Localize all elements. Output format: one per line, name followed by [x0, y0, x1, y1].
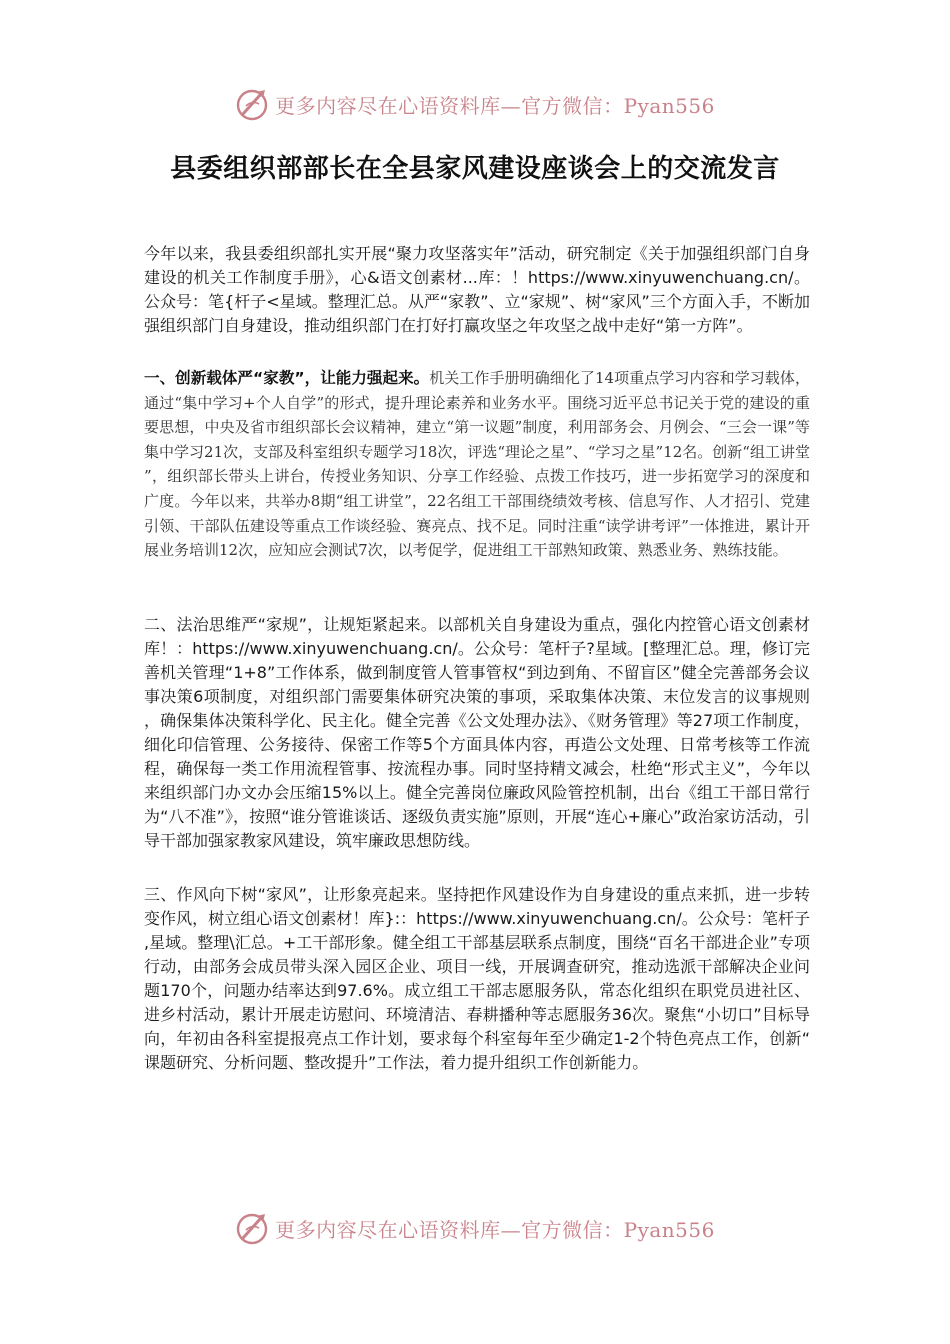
section-1-paragraph	[144, 366, 810, 613]
intro-paragraph: 今年以来，我县委组织部扎实开展“聚力攻坚落实年”活动，研究制定《关于加强组织部门自身建设的机关工作制度手册》，心&语文创素材...库：！https://www.xinyuwenchuang.cn/。公众号：笔{杆子<星域。整理汇总。从严“家教”、立“家规”、树“家风”三个方面入手，不断加强组织部门自身建设，推动组织部门在打好打赢攻坚之年攻坚之战中走好“第一方阵”。	[144, 244, 810, 335]
watermark-banner-bottom	[0, 1206, 950, 1250]
document-body	[144, 242, 810, 1107]
watermark-banner-top	[0, 82, 950, 126]
watermark-text-bottom: 更多内容尽在心语资料库—官方微信：Pyan556	[275, 1217, 715, 1242]
watermark-text-top: 更多内容尽在心语资料库—官方微信：Pyan556	[275, 93, 715, 118]
pen-logo-icon	[235, 86, 271, 122]
section-1-heading: 一、创新载体严“家教”，让能力强起来。	[144, 369, 430, 387]
pen-logo-icon	[235, 1210, 271, 1246]
section-2-paragraph: 二、法治思维严“家规”，让规矩紧起来。以部机关自身建设为重点，强化内控管心语文创素材库！：https://www.xinyuwenchuang.cn/。公众号：笔杆子?星域。[整理汇总。理，修订完善机关管理“1+8”工作体系，做到制度管人管事管权“到边到角、不留盲区”健全完善部务会议事决策6项制度，对组织部门需要集体研究决策的事项，采取集体决策、末位发言的议事规则，确保集体决策科学化、民主化。健全完善《公文处理办法》、《财务管理》等27项工作制度，细化印信管理、公务接待、保密工作等5个方面具体内容，再造公文处理、日常考核等工作流程，确保每一类工作用流程管事、按流程办事。同时坚持精文减会，杜绝“形式主义”，今年以来组织部门办文办会压缩15%以上。健全完善岗位廉政风险管控机制，出台《组工干部日常行为“八不准”》，按照“谁分管谁谈话、逐级负责实施”原则，开展“连心+廉心”政治家访活动，引导干部加强家教家风建设，筑牢廉政思想防线。	[144, 615, 810, 850]
section-1-body: 机关工作手册明确细化了14项重点学习内容和学习载体，通过“集中学习+个人自学”的形式，提升理论素养和业务水平。围绕习近平总书记关于党的建设的重要思想，中央及省市组织部长会议精神，建立“第一议题”制度，利用部务会、月例会、“三会一课”等集中学习21次，支部及科室组织专题学习18次，评选“理论之星”、“学习之星”12名。创新“组工讲堂”，组织部长带头上讲台，传授业务知识、分享工作经验、点拨工作技巧，进一步拓宽学习的深度和广度。今年以来，共举办8期“组工讲堂”，22名组工干部围绕绩效考核、信息写作、人才招引、党建引领、干部队伍建设等重点工作谈经验、赛亮点、找不足。同时注重“读学讲考评”一体推进，累计开展业务培训12次，应知应会测试7次，以考促学，促进组工干部熟知政策、熟悉业务、熟练技能。	[144, 369, 810, 560]
section-3-paragraph: 三、作风向下树“家风”，让形象亮起来。坚持把作风建设作为自身建设的重点来抓，进一步转变作风，树立组心语文创素材！库}:：https://www.xinyuwenchuang.cn/。公众号：笔杆子,星域。整理\汇总。+工干部形象。健全组工干部基层联系点制度，围绕“百名干部进企业”专项行动，由部务会成员带头深入园区企业、项目一线，开展调查研究，推动选派干部解决企业问题170个，问题办结率达到97.6%。成立组工干部志愿服务队，常态化组织在职党员进社区、进乡村活动，累计开展走访慰问、环境清洁、春耕播种等志愿服务36次。聚焦“小切口”目标导向，年初由各科室提报亮点工作计划，要求每个科室每年至少确定1-2个特色亮点工作，创新“课题研究、分析问题、整改提升”工作法，着力提升组织工作创新能力。	[144, 885, 810, 1072]
document-title: 县委组织部部长在全县家风建设座谈会上的交流发言	[170, 154, 780, 184]
